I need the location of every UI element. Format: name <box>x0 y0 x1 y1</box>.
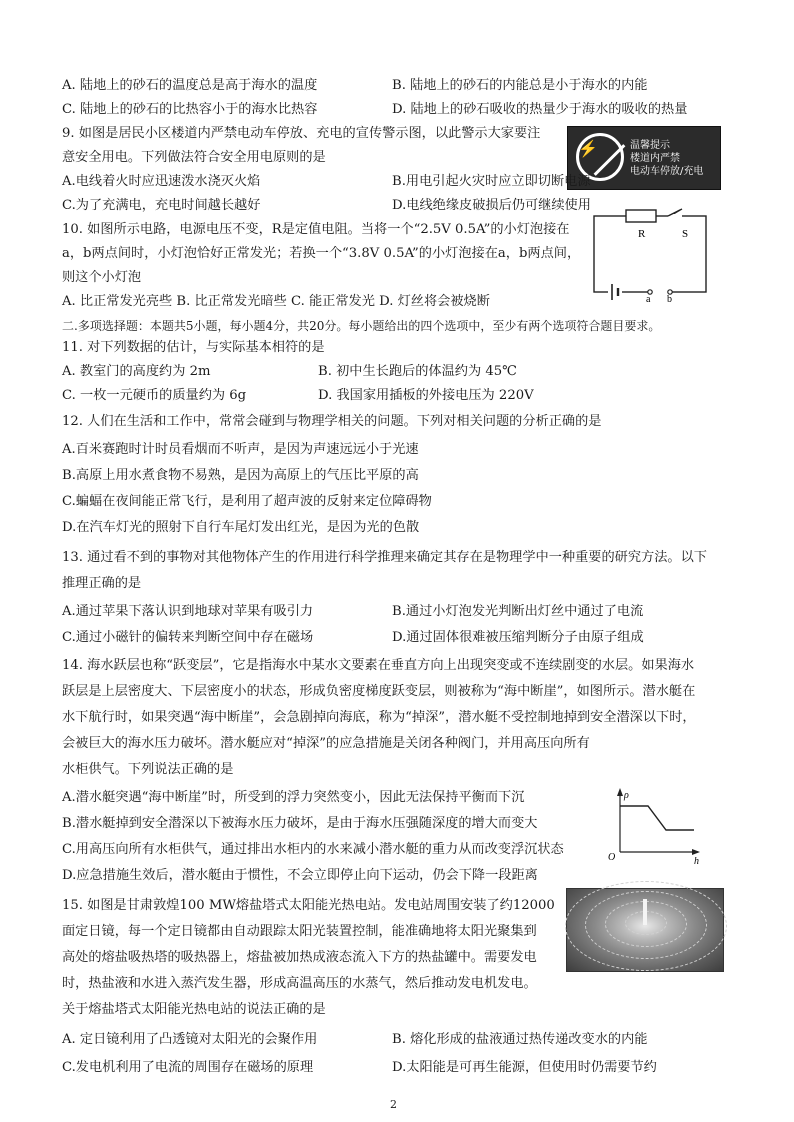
q9-option-d: D.电线绝缘皮破损后仍可继续使用 <box>392 198 591 213</box>
q9-stem-line2: 意安全用电。下列做法符合安全用电原则的是 <box>62 150 326 165</box>
q11-option-a: A. 教室门的高度约为 2m <box>62 364 211 379</box>
q15-option-a: A. 定日镜利用了凸透镜对太阳光的会聚作用 <box>62 1032 318 1047</box>
q14-option-c: C.用高压向所有水柜供气，通过排出水柜内的水来减小潜水艇的重力从而改变浮沉状态 <box>62 842 564 857</box>
q15-option-b: B. 熔化形成的盐液通过热传递改变水的内能 <box>392 1032 648 1047</box>
q15-option-c: C.发电机利用了电流的周围存在磁场的原理 <box>62 1060 314 1075</box>
q-prev-option-d: D. 陆地上的砂石吸收的热量少于海水的吸收的热量 <box>392 102 688 117</box>
q9-option-c: C.为了充满电，充电时间越长越好 <box>62 198 261 213</box>
q9-stem-line1: 9. 如图是居民小区楼道内严禁电动车停放、充电的宣传警示图，以此警示大家要注 <box>62 126 541 141</box>
q14-stem-line5: 水柜供气。下列说法正确的是 <box>62 762 234 777</box>
sign-text-line1: 温馨提示 <box>630 140 670 151</box>
page-number: 2 <box>390 1098 397 1111</box>
q13-option-c: C.通过小磁针的偏转来判断空间中存在磁场 <box>62 630 314 645</box>
q15-stem-line1: 15. 如图是甘肃敦煌100 MW熔盐塔式太阳能光热电站。发电站周围安装了约12000 <box>62 898 555 913</box>
q15-stem-line2: 面定日镜，每一个定日镜都由自动跟踪太阳光装置控制，能准确地将太阳光聚集到 <box>62 924 537 939</box>
section-2-heading: 二.多项选择题：本题共5小题，每小题4分，共20分。每小题给出的四个选项中，至少有两个选项符合题目要求。 <box>62 319 661 333</box>
sign-text-line3: 电动车停放/充电 <box>630 166 704 177</box>
label-s: S <box>682 228 689 240</box>
q15-option-d: D.太阳能是可再生能源，但使用时仍需要节约 <box>392 1060 657 1075</box>
q12-option-c: C.蝙蝠在夜间能正常飞行，是利用了超声波的反射来定位障碍物 <box>62 494 432 509</box>
density-depth-graph <box>604 788 704 867</box>
q15-stem-line5: 关于熔盐塔式太阳能光热电站的说法正确的是 <box>62 1002 326 1017</box>
q-prev-option-c: C. 陆地上的砂石的比热容小于的海水比热容 <box>62 102 318 117</box>
q10-options: A. 比正常发光亮些 B. 比正常发光暗些 C. 能正常发光 D. 灯丝将会被烧断 <box>62 294 490 309</box>
q12-option-d: D.在汽车灯光的照射下自行车尾灯发出红光，是因为光的色散 <box>62 520 420 535</box>
q10-stem-line1: 10. 如图所示电路，电源电压不变，R是定值电阻。当将一个“2.5V 0.5A”的小灯泡接在 <box>62 222 570 237</box>
q11-option-d: D. 我国家用插板的外接电压为 220V <box>318 388 534 403</box>
resistor-r <box>626 210 656 222</box>
label-b: b <box>667 294 672 305</box>
label-a: a <box>646 294 651 305</box>
q-prev-option-b: B. 陆地上的砂石的内能总是小于海水的内能 <box>392 78 648 93</box>
q13-stem-line2: 推理正确的是 <box>62 576 142 591</box>
q10-stem-line3: 则这个小灯泡 <box>62 270 142 285</box>
graph-density-curve <box>620 806 694 830</box>
q14-stem-line3: 水下航行时，如果突遇“海中断崖”，会急剧掉向海底，称为“掉深”，潜水艇不受控制地掉到安全潜深以下时， <box>62 710 696 725</box>
q13-option-a: A.通过苹果下落认识到地球对苹果有吸引力 <box>62 604 314 619</box>
graph-label-rho: ρ <box>624 790 629 801</box>
q11-stem: 11. 对下列数据的估计，与实际基本相符的是 <box>62 340 325 355</box>
q15-stem-line3: 高处的熔盐吸热塔的吸热器上，熔盐被加热成液态流入下方的热盐罐中。需要发电 <box>62 950 537 965</box>
q12-option-a: A.百米赛跑时计时员看烟而不听声，是因为声速远远小于光速 <box>62 442 419 457</box>
solar-tower <box>643 899 647 925</box>
q10-stem-line2: a，b两点间时，小灯泡恰好正常发光；若换一个“3.8V 0.5A”的小灯泡接在a，b两点间， <box>62 246 581 261</box>
solar-plant-photo <box>566 888 724 972</box>
q-prev-option-a: A. 陆地上的砂石的温度总是高于海水的温度 <box>62 78 318 93</box>
q14-option-a: A.潜水艇突遇“海中断崖”时，所受到的浮力突然变小，因此无法保持平衡而下沉 <box>62 790 525 805</box>
q15-stem-line4: 时，热盐液和水进入蒸汽发生器，形成高温高压的水蒸气，然后推动发电机发电。 <box>62 976 537 991</box>
q9-option-a: A.电线着火时应迅速泼水浇灭火焰 <box>62 174 261 189</box>
q12-stem: 12. 人们在生活和工作中，常常会碰到与物理学相关的问题。下列对相关问题的分析正确的是 <box>62 414 602 429</box>
sign-text-line2: 楼道内严禁 <box>630 153 680 164</box>
q14-option-d: D.应急措施生效后，潜水艇由于惯性，不会立即停止向下运动，仍会下降一段距离 <box>62 868 538 883</box>
q11-option-b: B. 初中生长跑后的体温约为 45℃ <box>318 364 517 379</box>
q9-option-b: B.用电引起火灾时应立即切断电源 <box>392 174 591 189</box>
q11-option-c: C. 一枚一元硬币的质量约为 6g <box>62 388 247 403</box>
label-r: R <box>638 228 646 240</box>
graph-label-h: h <box>694 856 699 867</box>
q14-stem-line4: 会被巨大的海水压力破坏。潜水艇应对“掉深”的应急措施是关闭各种阀门，并用高压向所有 <box>62 736 590 751</box>
q14-stem-line1: 14. 海水跃层也称“跃变层”，它是指海水中某水文要素在垂直方向上出现突变或不连续剧变的水层。如果海水 <box>62 658 695 673</box>
q12-option-b: B.高原上用水煮食物不易熟，是因为高原上的气压比平原的高 <box>62 468 419 483</box>
circuit-diagram <box>590 210 710 305</box>
q13-option-d: D.通过固体很难被压缩判断分子由原子组成 <box>392 630 644 645</box>
circuit-wire <box>594 216 706 292</box>
q13-option-b: B.通过小灯泡发光判断出灯丝中通过了电流 <box>392 604 644 619</box>
q14-stem-line2: 跃层是上层密度大、下层密度小的状态，形成负密度梯度跃变层，则被称为“海中断崖”，如图所示。潜水艇在 <box>62 684 696 699</box>
graph-label-origin: O <box>608 852 616 863</box>
q14-option-b: B.潜水艇掉到安全潜深以下被海水压力破坏，是由于海水压强随深度的增大而变大 <box>62 816 538 831</box>
ebike-icon: ⚡ <box>578 139 598 158</box>
q13-stem-line1: 13. 通过看不到的事物对其他物体产生的作用进行科学推理来确定其存在是物理学中一种重要的研究方法。以下 <box>62 550 707 565</box>
